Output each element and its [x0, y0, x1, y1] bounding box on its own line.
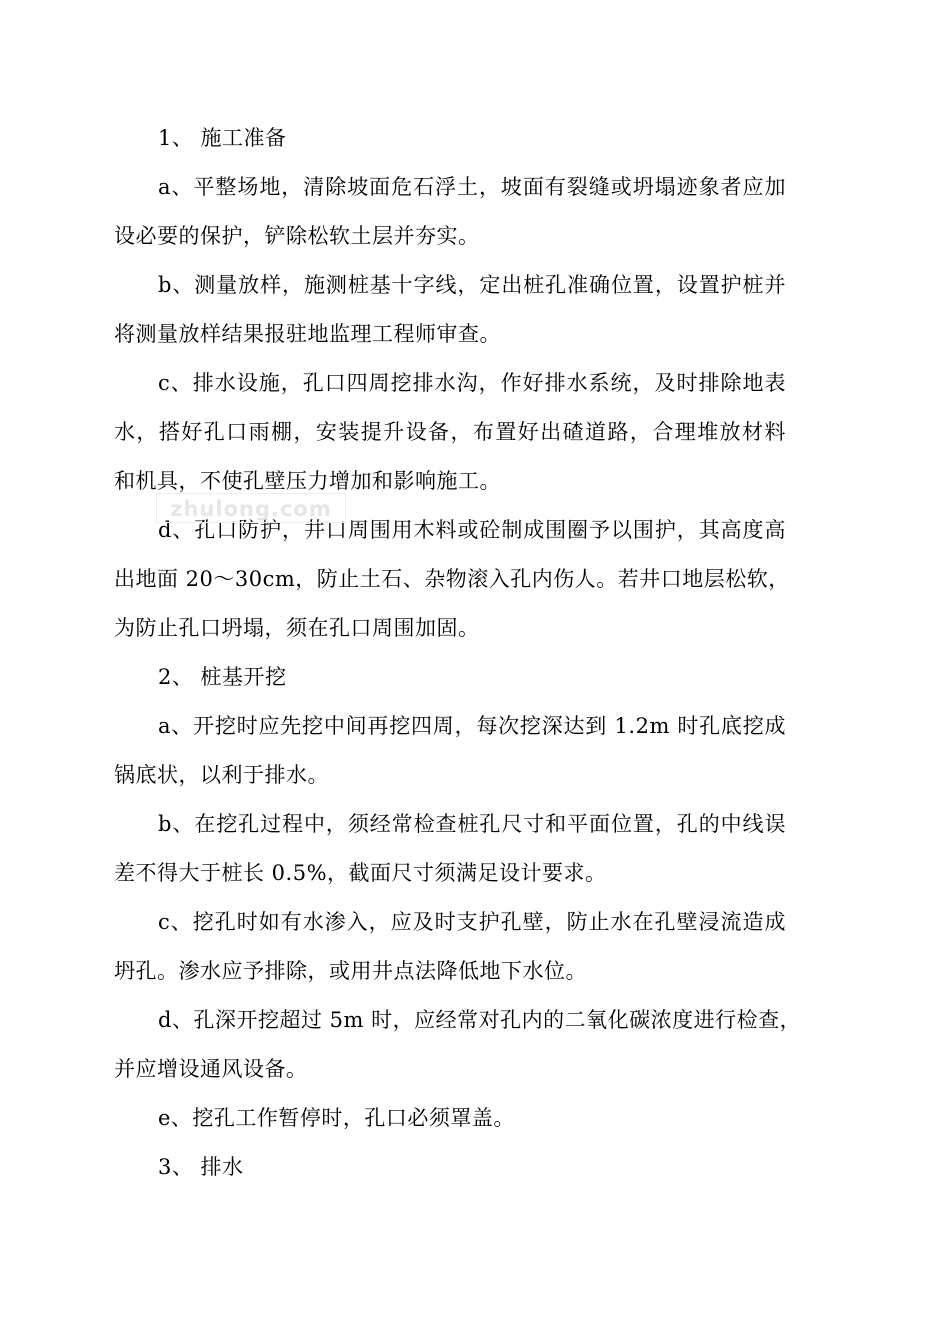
section-heading-3: 3、 排水 [158, 1155, 244, 1179]
paragraph-line: a、开挖时应先挖中间再挖四周，每次挖深达到 1.2m 时孔底挖成 [158, 714, 786, 738]
paragraph-line: b、测量放样，施测桩基十字线，定出桩孔准确位置，设置护桩并 [158, 273, 786, 297]
section-heading-1: 1、 施工准备 [158, 126, 287, 150]
paragraph-line: 差不得大于桩长 0.5%，截面尺寸须满足设计要求。 [114, 861, 607, 885]
paragraph-line: e、挖孔工作暂停时，孔口必须罩盖。 [158, 1106, 515, 1130]
paragraph-line: 坍孔。渗水应予排除，或用井点法降低地下水位。 [114, 959, 587, 983]
paragraph-line: a、平整场地，清除坡面危石浮土，坡面有裂缝或坍塌迹象者应加 [158, 175, 786, 199]
paragraph-line: 水，搭好孔口雨棚，安装提升设备，布置好出碴道路，合理堆放材料 [114, 420, 786, 444]
paragraph-line: 和机具，不使孔壁压力增加和影响施工。 [114, 469, 501, 493]
paragraph-line: c、排水设施，孔口四周挖排水沟，作好排水系统，及时排除地表 [158, 371, 786, 395]
paragraph-line: d、孔深开挖超过 5m 时，应经常对孔内的二氧化碳浓度进行检查， [158, 1008, 802, 1032]
document-body [114, 114, 802, 1192]
paragraph-line: 将测量放样结果报驻地监理工程师审查。 [114, 322, 501, 346]
watermark: zhulong.com [156, 493, 346, 523]
paragraph-line: 设必要的保护，铲除松软土层并夯实。 [114, 224, 480, 248]
section-heading-2: 2、 桩基开挖 [158, 665, 287, 689]
paragraph-line: 为防止孔口坍塌，须在孔口周围加固。 [114, 616, 480, 640]
paragraph-line: 锅底状，以利于排水。 [114, 763, 329, 787]
paragraph-line: c、挖孔时如有水渗入，应及时支护孔壁，防止水在孔壁浸流造成 [158, 910, 786, 934]
paragraph-line: b、在挖孔过程中，须经常检查桩孔尺寸和平面位置，孔的中线误 [158, 812, 786, 836]
paragraph-line: 出地面 20～30cm，防止土石、杂物滚入孔内伤人。若井口地层松软， [114, 567, 790, 591]
paragraph-line: d、孔口防护，井口周围用木料或砼制成围圈予以围护，其高度高 [158, 518, 786, 542]
paragraph-line: 并应增设通风设备。 [114, 1057, 308, 1081]
